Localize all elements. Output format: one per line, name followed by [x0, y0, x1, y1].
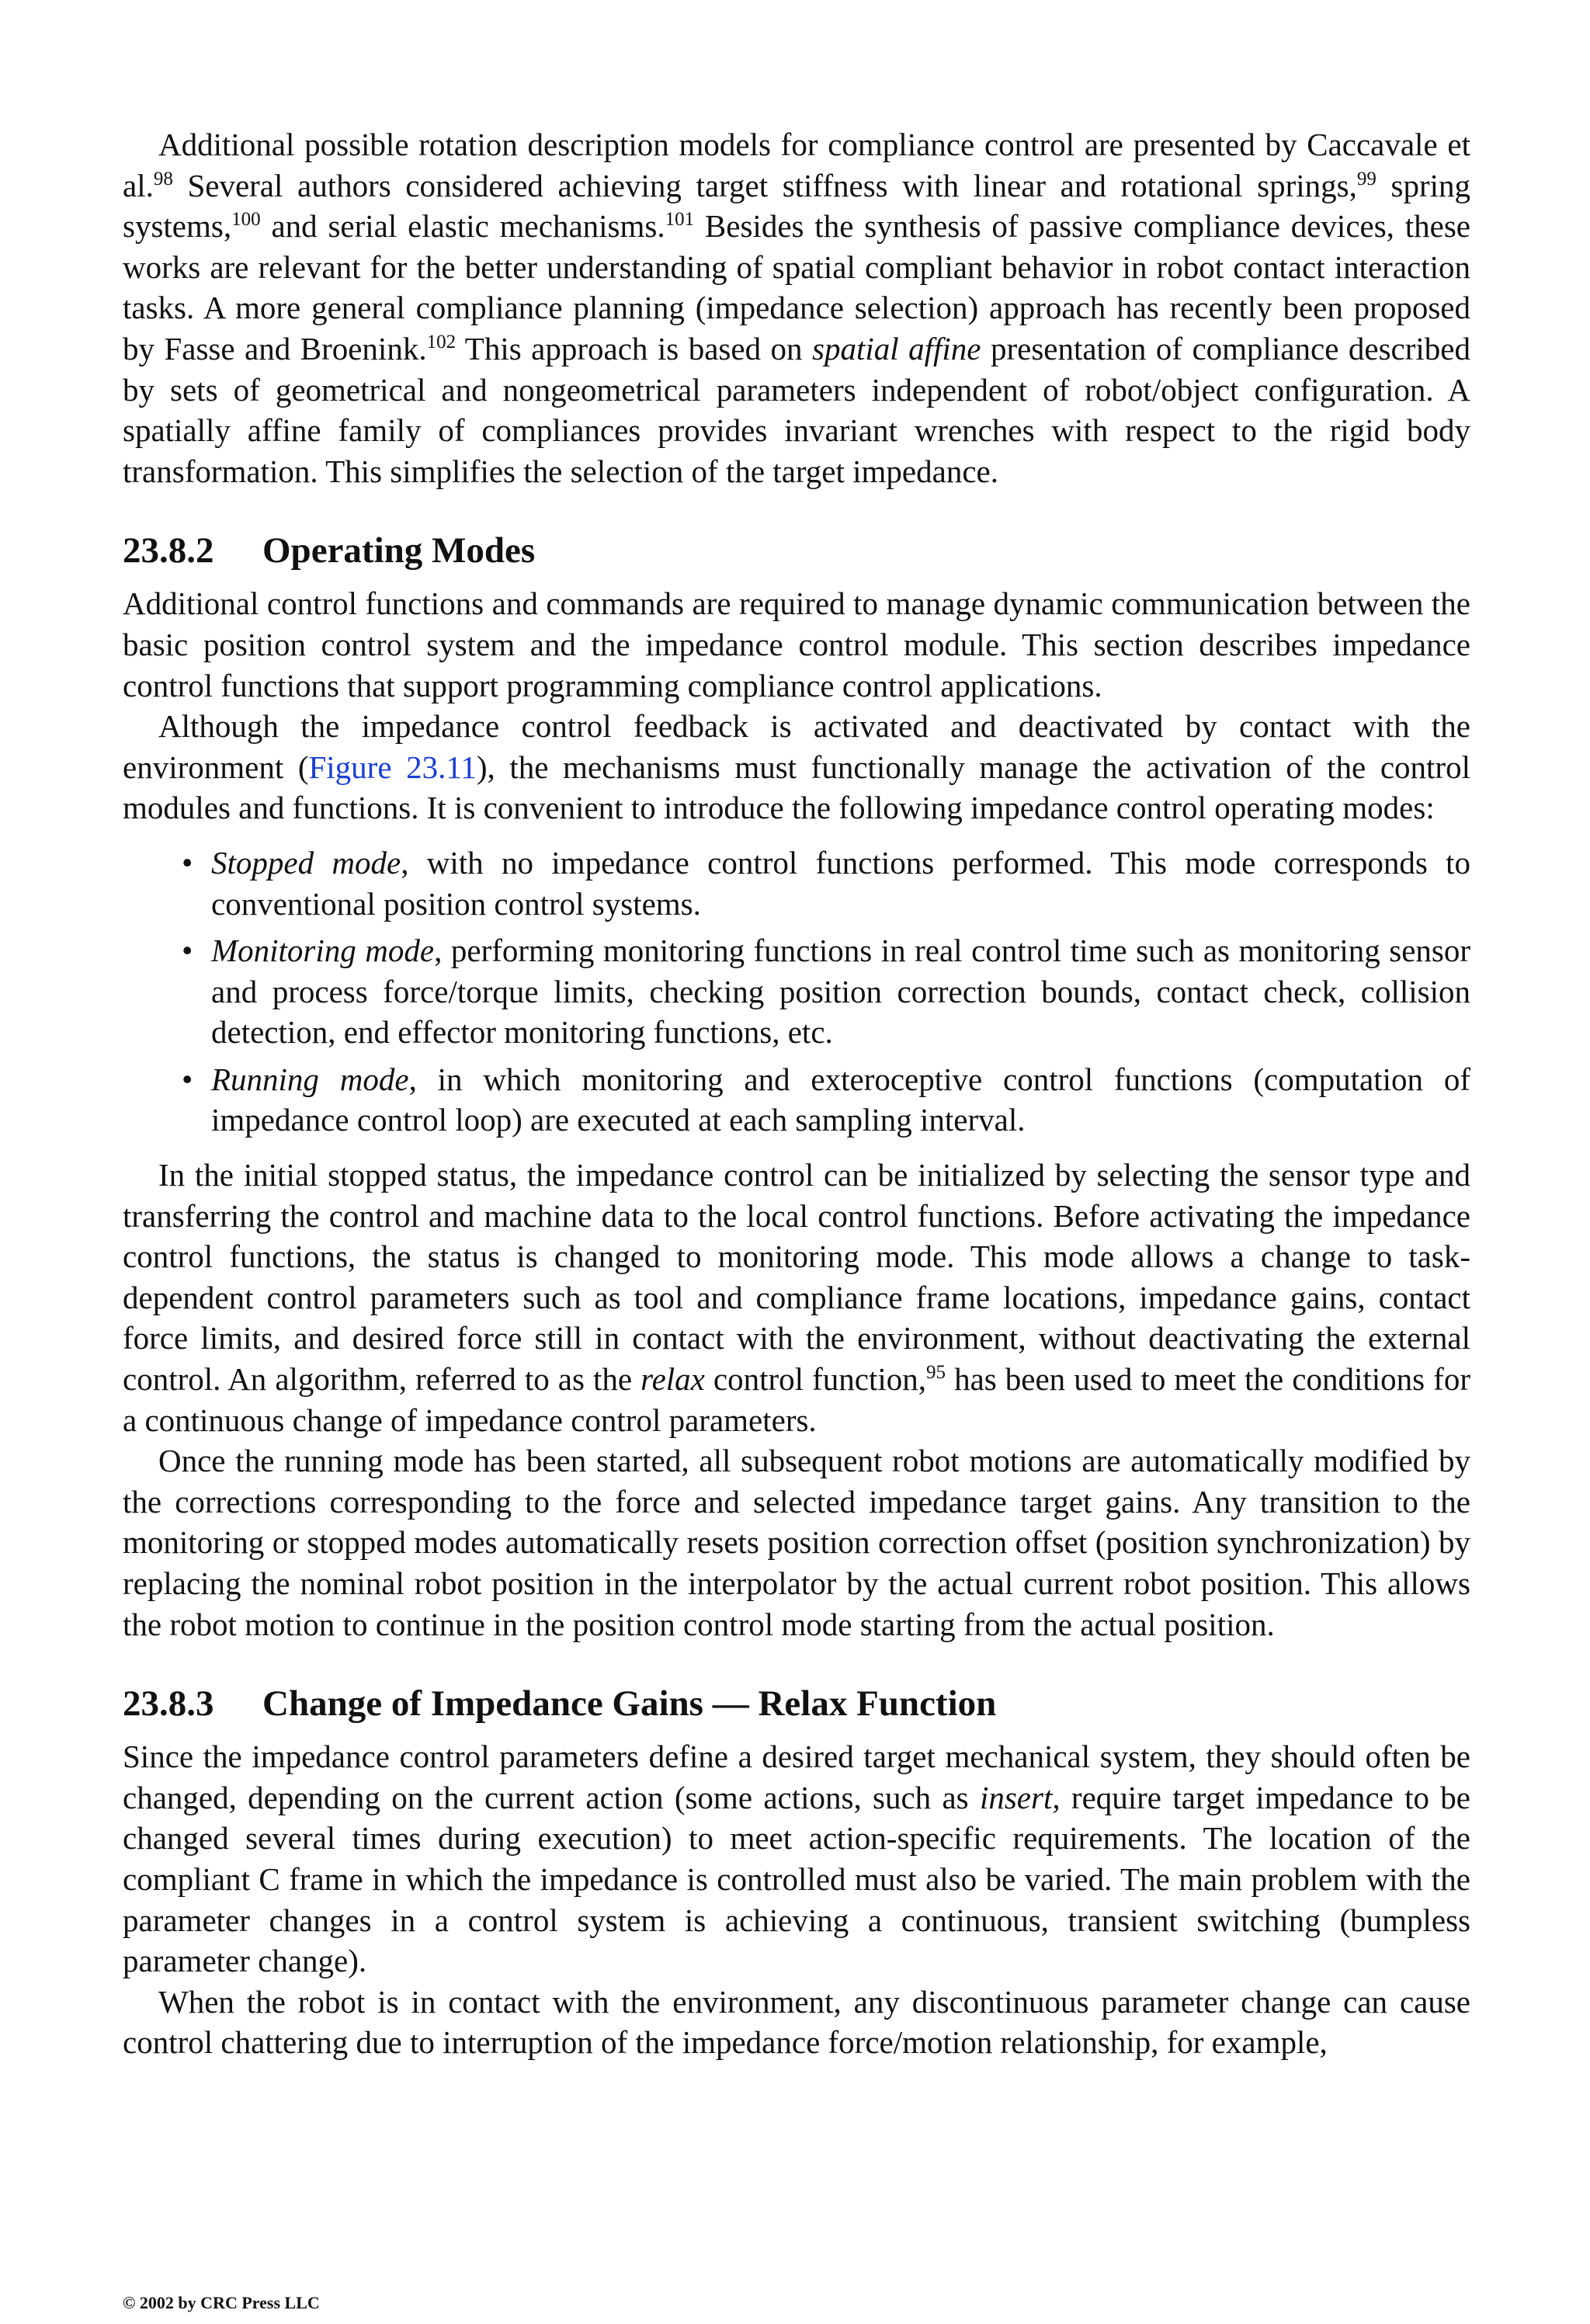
reference-100[interactable]: 100 [231, 209, 261, 231]
list-item-text: , in which monitoring and exteroceptive control functions (computation of impedance control loop) are executed at each sampling interval. [211, 1061, 1470, 1138]
intro-text-b: Several authors considered achieving target stiffness with linear and rotational springs, [172, 167, 1357, 203]
figure-link[interactable]: Figure 23.11 [308, 749, 477, 785]
intro-text-c: spring systems, [123, 167, 1470, 245]
emphasis-insert: insert, [979, 1779, 1061, 1815]
section-heading-23-8-3 [123, 1680, 1470, 1727]
operating-modes-list [123, 842, 1470, 1141]
reference-102[interactable]: 102 [426, 331, 457, 353]
section-number: 23.8.3 [123, 1683, 214, 1725]
bullet-icon: • [182, 844, 193, 881]
relax-function-paragraph-1 [123, 1736, 1470, 1982]
intro-emphasis-spatial-affine: spatial affine [812, 330, 981, 366]
list-item-running-mode [182, 1059, 1470, 1141]
reference-95[interactable]: 95 [926, 1362, 946, 1384]
paragraph-text: ), the mechanisms must functionally manage the activation of the control modules and functions. It is convenient to introduce the following impedance control operating modes: [123, 749, 1470, 826]
intro-text-a: Additional possible rotation description models for compliance control are presented by Caccavale et al. [123, 127, 1470, 203]
list-item-text: , with no impedance control functions performed. This mode corresponds to conventional position control systems. [211, 844, 1470, 922]
operating-modes-paragraph-2 [123, 706, 1470, 829]
list-item-term: Running mode [211, 1061, 409, 1097]
section-number: 23.8.2 [123, 530, 214, 571]
list-item-text: , performing monitoring functions in real control time such as monitoring sensor and process force/torque limits, checking position correction bounds, contact check, collision detection, end effector monitoring functions, etc. [211, 933, 1471, 1051]
list-item-monitoring-mode [182, 930, 1471, 1053]
intro-text-f: This approach is based on [456, 330, 813, 366]
paragraph-text: control function, [704, 1361, 927, 1398]
reference-98[interactable]: 98 [153, 168, 173, 189]
list-item-term: Stopped mode [211, 844, 401, 881]
paragraph-text: In the initial stopped status, the impedance control can be initialized by selecting the sensor type and transferring the control and machine data to the local control functions. Before activating the impedance control functions, the status is changed to monitoring mode. This mode allows a change to task-dependent control parameters such as tool and compliance frame locations, impedance gains, contact force limits, and desired force still in contact with the environment, without deactivating the external control. An algorithm, referred to as the [123, 1157, 1470, 1398]
list-item-stopped-mode [182, 842, 1470, 924]
reference-101[interactable]: 101 [665, 209, 695, 231]
section-title: Operating Modes [262, 530, 536, 571]
intro-text-g: presentation of compliance described by sets of geometrical and nongeometrical parameters independent of robot/object configuration. A spatially affine family of compliances provides invariant wrenches with respect to the rigid body transformation. This simplifies the selection of the target impedance. [123, 330, 1470, 489]
section-title: Change of Impedance Gains — Relax Function [262, 1683, 997, 1725]
intro-text-d: and serial elastic mechanisms. [260, 208, 665, 245]
paragraph-text: require target impedance to be changed several times during execution) to meet action-specific requirements. The location of the compliant C frame in which the impedance is controlled must also be varied. The main problem with the parameter changes in a control system is achieving a continuous, transient switching (bumpless parameter change). [123, 1779, 1470, 1979]
section-heading-23-8-2 [123, 527, 1470, 574]
paragraph-text: Since the impedance control parameters define a desired target mechanical system, they should often be changed, depending on the current action (some actions, such as [123, 1739, 1470, 1815]
bullet-icon: • [182, 933, 193, 969]
operating-modes-paragraph-1: Additional control functions and commands are required to manage dynamic communication between the basic position control system and the impedance control module. This section describes impedance control functions that support programming compliance control applications. [123, 585, 1470, 703]
page-content [123, 124, 1470, 2063]
operating-modes-paragraph-3 [123, 1155, 1470, 1440]
paragraph-text: has been used to meet the conditions for a continuous change of impedance control parameters. [123, 1361, 1470, 1438]
reference-99[interactable]: 99 [1356, 168, 1376, 189]
emphasis-relax: relax [641, 1361, 705, 1398]
copyright-footer: © 2002 by CRC Press LLC [123, 2293, 320, 2312]
intro-paragraph [123, 124, 1470, 492]
operating-modes-paragraph-4: Once the running mode has been started, all subsequent robot motions are automatically modified by the corrections corresponding to the force and selected impedance target gains. Any transition to the monitoring or stopped modes automatically resets position correction offset (position synchronization) by replacing the nominal robot position in the interpolator by the actual current robot position. This allows the robot motion to continue in the position control mode starting from the actual position. [123, 1443, 1470, 1642]
bullet-icon: • [182, 1061, 193, 1097]
list-item-term: Monitoring mode [211, 933, 435, 969]
paragraph-text: Although the impedance control feedback is activated and deactivated by contact with the environment ( [123, 708, 1470, 785]
intro-text-e: Besides the synthesis of passive compliance devices, these works are relevant for the better understanding of spatial compliant behavior in robot contact interaction tasks. A more general compliance planning (impedance selection) approach has recently been proposed by Fasse and Broenink. [123, 208, 1470, 366]
relax-function-paragraph-2: When the robot is in contact with the environment, any discontinuous parameter change can cause control chattering due to interruption of the impedance force/motion relationship, for example, [123, 1983, 1470, 2061]
